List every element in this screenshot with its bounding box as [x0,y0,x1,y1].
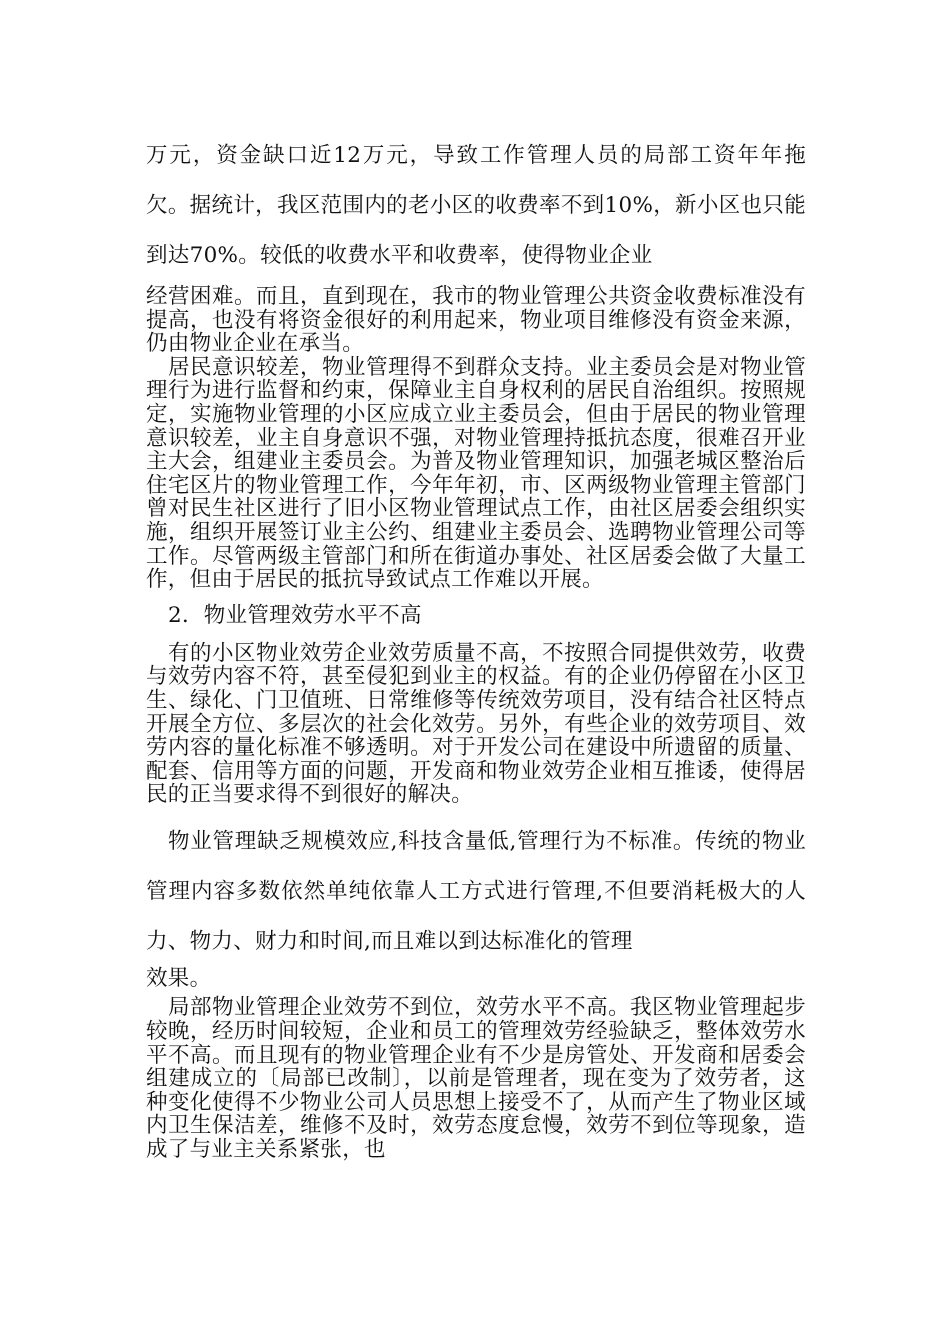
paragraph-funding-gap: 万元，资金缺口近12万元，导致工作管理人员的局部工资年年拖欠。据统计，我区范围内的老小区的收费率不到10%，新小区也只能到达70%。较低的收费水平和收费率，使得物业企业 [146,143,806,268]
paragraph-service-not-in-place: 局部物业管理企业效劳不到位，效劳水平不高。我区物业管理起步较晚，经历时间较短，企业和员工的管理效劳经验缺乏，整体效劳水平不高。而且现有的物业管理企业有不少是房管处、开发商和居委会组建成立的〔局部已改制〕，以前是管理者，现在变为了效劳者，这种变化使得不少物业公司人员思想上接受不了，从而产生了物业区域内卫生保洁差，维修不及时，效劳态度怠慢，效劳不到位等现象，造成了与业主关系紧张，也 [146,995,806,1163]
paragraph-operating-difficulty: 经营困难。而且，直到现在，我市的物业管理公共资金收费标准没有提高，也没有将资金很好的利用起来，物业项目维修没有资金来源，仍由物业企业在承当。 [146,284,806,357]
document-body [146,131,806,1162]
paragraph-service-quality: 有的小区物业效劳企业效劳质量不高，不按照合同提供效劳，收费与效劳内容不符，甚至侵犯到业主的权益。有的企业仍停留在小区卫生、绿化、门卫值班、日常维修等传统效劳项目，没有结合社区特点开展全方位、多层次的社会化效劳。另外，有些企业的效劳项目、效劳内容的量化标准不够透明。对于开发公司在建设中所遗留的质量、配套、信用等方面的问题，开发商和物业效劳企业相互推诿，使得居民的正当要求得不到很好的解决。 [146,640,806,808]
paragraph-resident-awareness: 居民意识较差，物业管理得不到群众支持。业主委员会是对物业管理行为进行监督和约束，保障业主自身权利的居民自治组织。按照规定，实施物业管理的小区应成立业主委员会，但由于居民的物业管理意识较差，业主自身意识不强，对物业管理持抵抗态度，很难召开业主大会，组建业主委员会。为普及物业管理知识，加强老城区整治后住宅区片的物业管理工作，今年年初，市、区两级物业管理主管部门曾对民生社区进行了旧小区物业管理试点工作，由社区居委会组织实施，组织开展签订业主公约、组建业主委员会、选聘物业管理公司等工作。尽管两级主管部门和所在街道办事处、社区居委会做了大量工作，但由于居民的抵抗导致试点工作难以开展。 [146,354,806,593]
section-heading-service-level: 2．物业管理效劳水平不高 [168,602,422,628]
paragraph-effect: 效果。 [146,965,212,991]
paragraph-lack-of-scale: 物业管理缺乏规模效应,科技含量低,管理行为不标准。传统的物业管理内容多数依然单纯依靠人工方式进行管理,不但要消耗极大的人力、物力、财力和时间,而且难以到达标准化的管理 [146,828,806,954]
